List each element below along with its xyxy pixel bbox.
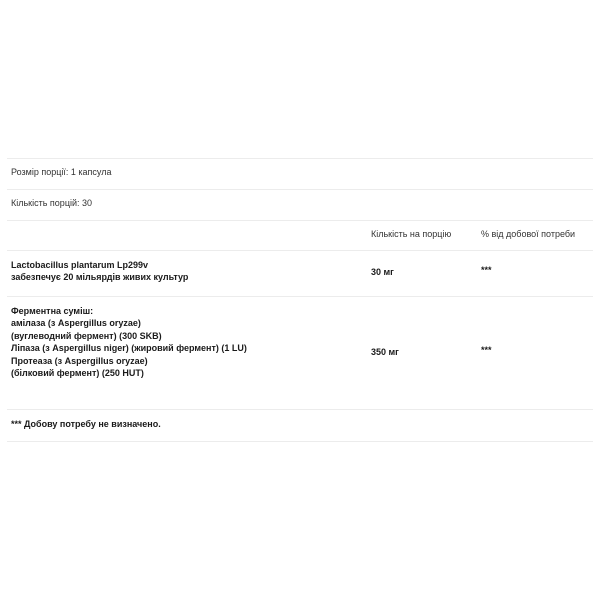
serving-size: Розмір порції: 1 капсула — [11, 167, 112, 177]
header-daily-value: % від добової потреби — [481, 229, 576, 239]
servings-count: Кількість порцій: 30 — [11, 198, 93, 208]
ingredient-name: Ферментна суміш: — [11, 306, 94, 316]
ingredient-name: Протеаза (з Aspergillus oryzae) — [11, 355, 148, 366]
divider — [7, 189, 593, 190]
ingredient-daily-value: *** — [481, 265, 492, 275]
ingredient-daily-value: *** — [481, 345, 492, 355]
ingredient-amount: 350 мг — [371, 347, 399, 357]
divider — [7, 220, 593, 221]
divider — [7, 409, 593, 410]
divider — [7, 296, 593, 297]
ingredient-name: (білковий фермент) (250 HUT) — [11, 368, 144, 378]
divider — [7, 158, 593, 159]
ingredient-name: амілаза (з Aspergillus oryzae) — [11, 318, 141, 329]
divider — [7, 441, 593, 442]
footnote: *** Добову потребу не визначено. — [11, 419, 161, 429]
ingredient-amount: 30 мг — [371, 267, 394, 277]
ingredient-name: Ліпаза (з Aspergillus niger) (жировий фермент) (1 LU) — [11, 343, 247, 354]
ingredient-name: (вуглеводний фермент) (300 SKB) — [11, 330, 162, 341]
ingredient-name: забезпечує 20 мільярдів живих культур — [11, 272, 189, 283]
header-amount: Кількість на порцію — [371, 229, 452, 239]
ingredient-name: Lactobacillus plantarum Lp299v — [11, 260, 149, 270]
divider — [7, 250, 593, 251]
